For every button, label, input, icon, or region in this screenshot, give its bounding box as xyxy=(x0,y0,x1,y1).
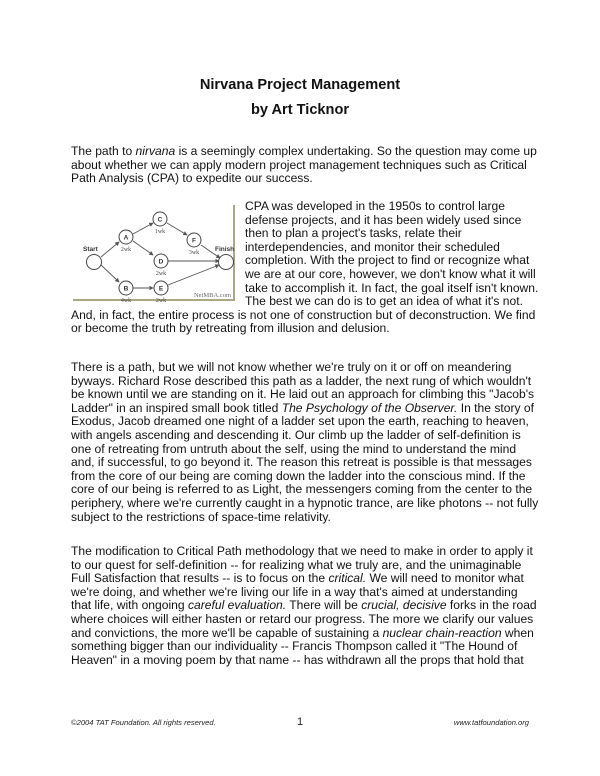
emphasis-book-title: The Psychology of the Observer. xyxy=(281,400,458,415)
watermark-netmba: NetMBA.com xyxy=(193,292,231,299)
label-start: Start xyxy=(83,246,98,253)
footer-copyright: ©2004 TAT Foundation. All rights reserved. xyxy=(71,718,216,727)
duration-b: 4wk xyxy=(120,298,132,303)
text-run: is a seemingly complex undertaking. So the question may come up about whether we can apply modern project management techniques such as Critical Path Analysis (CPA) to expedite our success. xyxy=(71,144,537,186)
edge-start-b xyxy=(101,265,119,282)
edge-start-a xyxy=(101,242,119,257)
emphasis-nirvana: nirvana xyxy=(135,144,176,158)
text-run: The modification to Critical Path methodology that we need to make in order to apply it to our quest for self-definition -- for realizing what we truly are, and the unimaginable Full Satisfaction that results -- is to focus on the xyxy=(71,544,533,586)
text-run: We will need to monitor what we're doing, and whether we're living our life in a way that's aimed at understanding that life, with ongoing xyxy=(71,571,524,613)
cpa-network-diagram xyxy=(71,203,237,303)
duration-f: 3wk xyxy=(188,250,200,256)
label-b: B xyxy=(123,285,129,293)
emphasis-crucial-decisive: crucial, decisive xyxy=(361,598,447,613)
text-run: There will be xyxy=(286,598,362,613)
edge-c-f xyxy=(167,223,187,235)
edge-a-c xyxy=(133,223,153,234)
paragraph-ladder xyxy=(71,361,541,524)
paragraph-modification xyxy=(71,545,541,667)
emphasis-careful-evaluation: careful evaluation. xyxy=(187,598,287,613)
duration-d: 2wk xyxy=(155,271,167,277)
text-run: forks in the road where choices will either hasten or retard our progress. The more we clarify our values and convictions, the more we'll be capable of sustaining a xyxy=(71,598,537,640)
paragraph-intro xyxy=(71,145,541,186)
text-run: There is a path, but we will not know whether we're truly on it or off on meandering byways. Richard Rose described this path as a ladder, the next rung of which wouldn't be known until we are standing on it. He laid out an approach for climbing this "Jacob's Ladder" in an inspired small book titled xyxy=(71,360,535,415)
text-run: In the story of Exodus, Jacob dreamed one night of a ladder set upon the earth, reaching to heaven, with angels ascending and descending it. Our climb up the ladder of self-definition is one of retreating from untruth about the self, using the mind to understand the mind and, if successful, to go beyond it. The reason this retreat is possible is that messages from the core of our being are coming down the ladder into the conscious mind. If the core of our being is referred to as Light, the messengers coming from the center to the periphery, where we're currently caught in a hypnotic trance, are like photons -- not fully subject to the restrictions of space-time relativity. xyxy=(71,400,539,524)
emphasis-critical: critical. xyxy=(328,571,367,586)
edge-e-finish xyxy=(168,265,219,285)
text-run: CPA was developed in the 1950s to control large defense projects, and it has been widely used since then to plan a project's tasks, relate their interdependencies, and monitor their scheduled completion. With the project to find or recognize what we are at our core, however, we don't know what it will take to accomplish it. In fact, the goal itself isn't known. The best we can do is to get an idea of what it's not. And, in fact, the entire process is not one of construction but of deconstruction. We find or become the truth by retreating from illusion and delusion. xyxy=(71,199,539,336)
diagram-canvas xyxy=(71,203,237,303)
author-byline: by Art Ticknor xyxy=(250,102,350,118)
duration-c: 1wk xyxy=(154,229,166,235)
node-finish xyxy=(219,255,234,270)
emphasis-chain-reaction: nuclear chain-reaction xyxy=(382,625,502,640)
duration-e: 2wk xyxy=(155,298,167,303)
label-e: E xyxy=(158,285,164,293)
label-c: C xyxy=(157,216,163,224)
text-run: when something bigger than our individuality -- Francis Thompson called it "The Hound of Heaven" in a moving poem by that name -- has withdrawn all the props that hold that xyxy=(71,625,534,667)
duration-a: 2wk xyxy=(120,247,132,253)
text-run: The path to xyxy=(71,144,136,158)
edge-a-d xyxy=(133,241,153,255)
label-a: A xyxy=(123,234,129,242)
page-number: 1 xyxy=(296,716,304,728)
label-finish: Finish xyxy=(215,246,235,253)
paragraph-cpa xyxy=(71,200,541,336)
label-f: F xyxy=(192,237,196,245)
label-d: D xyxy=(158,258,164,266)
page-title: Nirvana Project Management xyxy=(199,77,401,93)
footer-website: www.tatfoundation.org xyxy=(453,718,529,727)
node-start xyxy=(87,255,102,270)
